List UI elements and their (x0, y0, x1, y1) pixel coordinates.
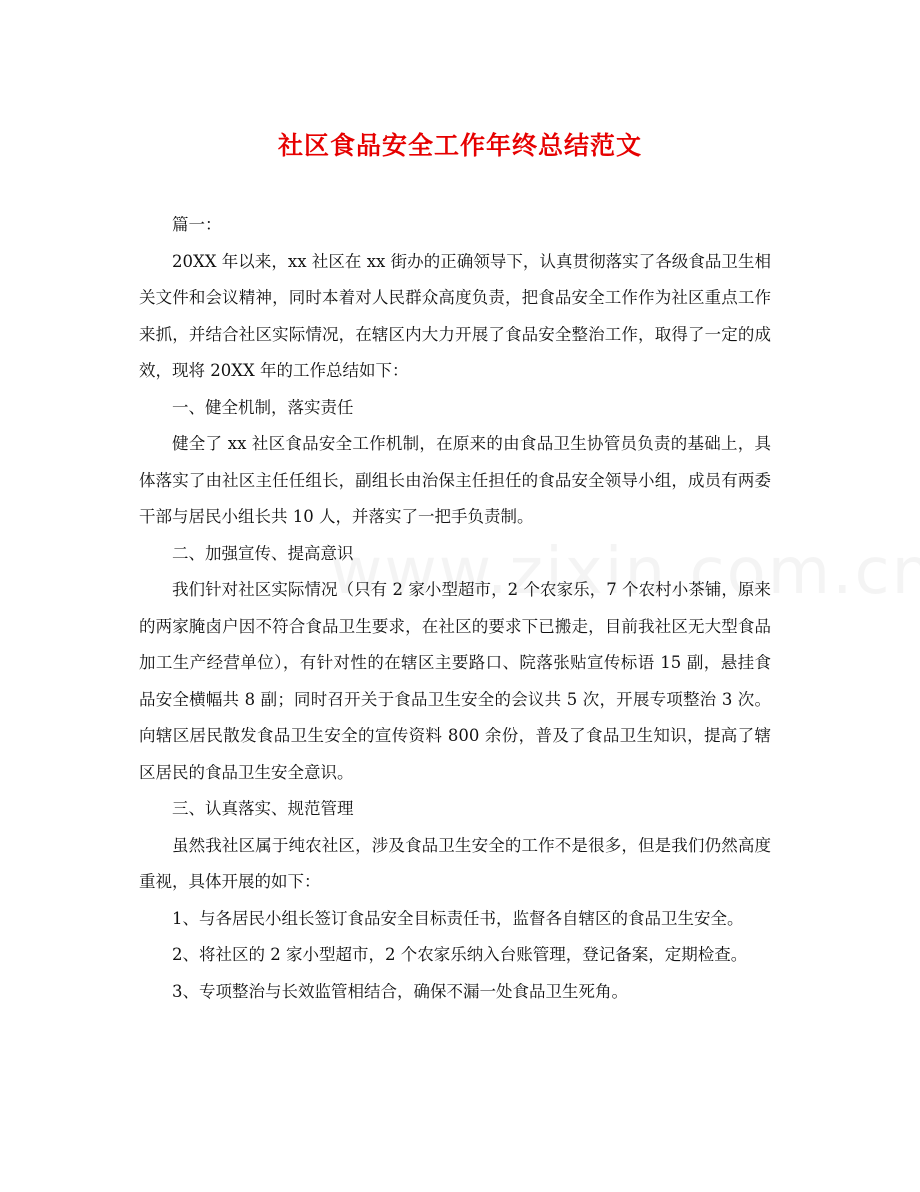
document-title: 社区食品安全工作年终总结范文 (277, 131, 642, 160)
list-item-2: 2、将社区的 2 家小型超市，2 个农家乐纳入台账管理，登记备案，定期检查。 (172, 945, 748, 964)
document-body (139, 207, 771, 1010)
section-heading-2: 二、加强宣传、提高意识 (172, 543, 354, 563)
paragraph-section-1: 健全了 xx 社区食品安全工作机制，在原来的由食品卫生协管员负责的基础上，具体落实了由社区主任任组长，副组长由治保主任担任的食品安全领导小组，成员有两委干部与居民小组长共 10 人，并落实了一把手负责制。 (139, 434, 771, 526)
paragraph-section-2: 我们针对社区实际情况（只有 2 家小型超市，2 个农家乐，7 个农村小茶铺，原来的两家腌卤户因不符合食品卫生要求，在社区的要求下已搬走，目前我社区无大型食品加工生产经营单位），有针对性的在辖区主要路口、院落张贴宣传标语 15 副，悬挂食品安全横幅共 8 副；同时召开关于食品卫生安全的会议共 5 次，开展专项整治 3 次。向辖区居民散发食品卫生安全的宣传资料 800 余份，普及了食品卫生知识，提高了辖区居民的食品卫生安全意识。 (139, 580, 771, 782)
section-heading-1: 一、健全机制，落实责任 (172, 397, 354, 417)
list-item-3: 3、专项整治与长效监管相结合，确保不漏一处食品卫生死角。 (172, 981, 628, 1001)
paragraph-preface: 篇一： (172, 215, 222, 234)
paragraph-section-3: 虽然我社区属于纯农社区，涉及食品卫生安全的工作不是很多，但是我们仍然高度重视，具体开展的如下： (139, 835, 771, 891)
list-item-1: 1、与各居民小组长签订食品安全目标责任书，监督各自辖区的食品卫生安全。 (172, 908, 744, 928)
section-heading-3: 三、认真落实、规范管理 (172, 799, 354, 818)
paragraph-intro: 20XX 年以来，xx 社区在 xx 街办的正确领导下，认真贯彻落实了各级食品卫生相关文件和会议精神，同时本着对人民群众高度负责，把食品安全工作作为社区重点工作来抓，并结合社区实际情况，在辖区内大力开展了食品安全整治工作，取得了一定的成效，现将 20XX 年的工作总结如下： (139, 251, 771, 380)
